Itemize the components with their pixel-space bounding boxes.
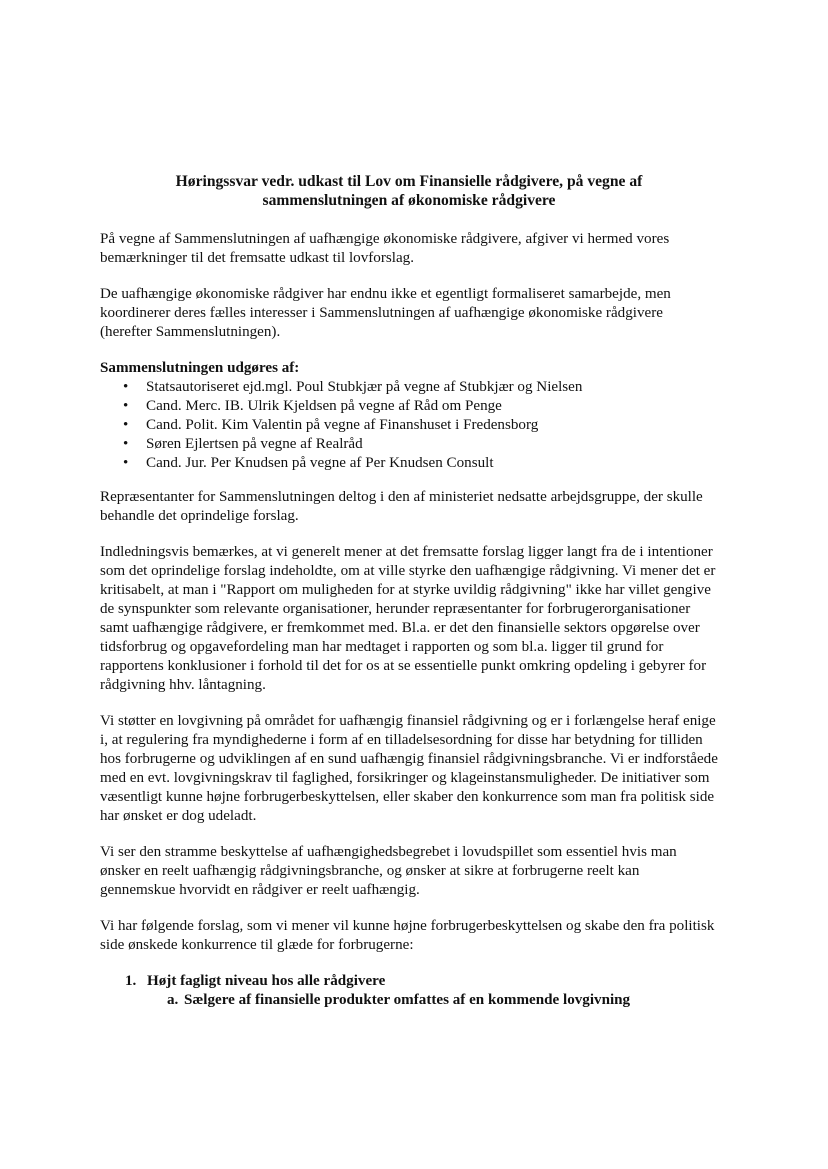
intro-paragraph: På vegne af Sammenslutningen af uafhængige økonomiske rådgivere, afgiver vi hermed vores bemærkninger til det fremsatte udkast til lovforslag. bbox=[100, 231, 670, 266]
list-item bbox=[100, 435, 718, 454]
cooperation-paragraph: De uafhængige økonomiske rådgiver har endnu ikke et egentligt formaliseret samarbejde, men koordinerer deres fælles interesser i Sammenslutningen af uafhængige økonomiske rådgivere (herefter Sammenslutningen). bbox=[100, 286, 671, 340]
member-text: Cand. Jur. Per Knudsen på vegne af Per Knudsen Consult bbox=[146, 455, 494, 471]
bullet-icon: • bbox=[123, 398, 129, 414]
bullet-icon: • bbox=[123, 436, 129, 452]
criticism-paragraph: Indledningsvis bemærkes, at vi generelt mener at det fremsatte forslag ligger langt fra de i intentioner som det oprindelige forslag indeholdte, om at ville styrke den uafhængige rådgivning. Vi mener det er kritisabelt, at man i "Rapport om muligheden for at styrke uvildig rådgivning" ikke har villet gengive de synspunkter som relevante organisationer, herunder repræsentanter for forbrugerorganisationer samt uafhængige rådgivere, er fremkommet med. Bl.a. er det den finansielle sektors opgørelse over tidsforbrug og opgavefordeling man har medtaget i rapporten og som bl.a. ligger til grund for rapportens konklusioner i forhold til det for os at se essentielle punkt omkring opdeling i gebyrer for rådgivning hhv. låntagning. bbox=[100, 544, 716, 693]
bullet-icon: • bbox=[123, 455, 129, 471]
list-item bbox=[100, 416, 718, 435]
proposal-item bbox=[100, 972, 718, 991]
proposals-list bbox=[100, 972, 718, 1010]
support-paragraph: Vi støtter en lovgivning på området for uafhængig finansiel rådgivning og er i forlængelse heraf enige i, at regulering fra myndighederne i form af en tilladelsesordning for disse har betydning for tilliden hos forbrugerne og udviklingen af en sund uafhængig finansiel rådgivningsbranche. Vi er indforståede med en evt. lovgivningskrav til faglighed, forsikringer og klageinstansmuligheder. De initiativer som væsentligt kunne højne forbrugerbeskyttelsen, eller skaber den konkurrence som man fra politisk side har ønsket er dog udeladt. bbox=[100, 713, 718, 824]
independence-paragraph: Vi ser den stramme beskyttelse af uafhængighedsbegrebet i lovudspillet som essentiel hvis man ønsker en reelt uafhængig rådgivningsbranche, og ønsker at sikre at forbrugerne reelt kan gennemskue hvorvidt en rådgiver er reelt uafhængig. bbox=[100, 844, 677, 898]
document-title bbox=[100, 172, 718, 210]
proposal-sub-letter: a. bbox=[167, 992, 179, 1008]
proposal-subitem bbox=[100, 991, 718, 1010]
title-line-2: sammenslutningen af økonomiske rådgivere bbox=[262, 192, 556, 209]
proposal-number: 1. bbox=[125, 973, 137, 989]
working-group-paragraph: Repræsentanter for Sammenslutningen deltog i den af ministeriet nedsatte arbejdsgruppe, der skulle behandle det oprindelige forslag. bbox=[100, 489, 703, 524]
member-text: Cand. Polit. Kim Valentin på vegne af Finanshuset i Fredensborg bbox=[146, 417, 539, 433]
proposal-sub-text: Sælgere af finansielle produkter omfattes af en kommende lovgivning bbox=[184, 992, 631, 1008]
proposal-text: Højt fagligt niveau hos alle rådgivere bbox=[147, 973, 386, 989]
bullet-icon: • bbox=[123, 379, 129, 395]
member-text: Statsautoriseret ejd.mgl. Poul Stubkjær på vegne af Stubkjær og Nielsen bbox=[146, 379, 583, 395]
list-item bbox=[100, 397, 718, 416]
member-text: Cand. Merc. IB. Ulrik Kjeldsen på vegne af Råd om Penge bbox=[146, 398, 502, 414]
members-list bbox=[100, 378, 718, 473]
proposals-intro-paragraph: Vi har følgende forslag, som vi mener vil kunne højne forbrugerbeskyttelsen og skabe den fra politisk side ønskede konkurrence til glæde for forbrugerne: bbox=[100, 918, 715, 953]
members-heading: Sammenslutningen udgøres af: bbox=[100, 360, 300, 376]
bullet-icon: • bbox=[123, 417, 129, 433]
title-line-1: Høringssvar vedr. udkast til Lov om Finansielle rådgivere, på vegne af bbox=[175, 173, 643, 190]
list-item bbox=[100, 454, 718, 473]
list-item bbox=[100, 378, 718, 397]
member-text: Søren Ejlertsen på vegne af Realråd bbox=[146, 436, 363, 452]
document-body bbox=[100, 172, 718, 1010]
